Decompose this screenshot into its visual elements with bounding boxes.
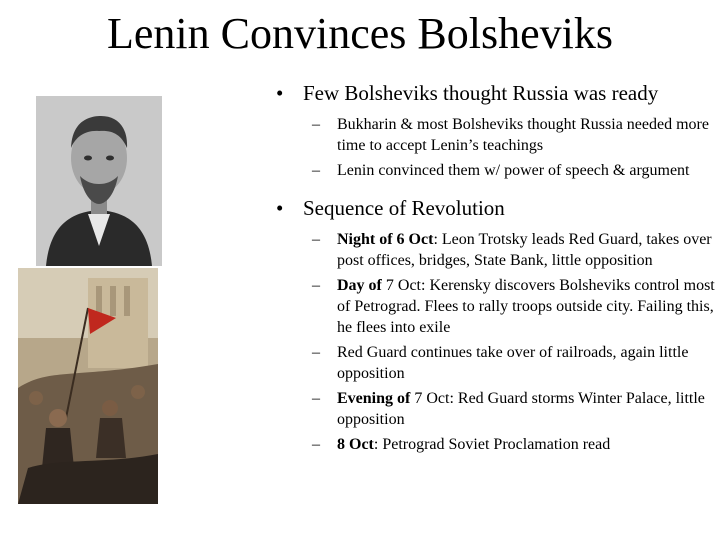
slide-content [276,80,716,459]
bullet-marker: • [276,81,284,105]
sub-bullet-text: : Petrograd Soviet Proclamation read [373,436,611,453]
sub-list-sequence [276,229,716,455]
dash-marker: – [312,390,320,407]
sub-bullet [312,388,716,430]
dash-marker: – [312,344,320,361]
dash-marker: – [312,436,320,453]
sub-bullet-emphasis: Evening of [337,390,415,407]
bullet-sequence [276,195,716,221]
sub-bullet-text: Lenin convinced them w/ power of speech & argument [337,162,690,179]
dash-marker: – [312,277,320,294]
bullet-text: Sequence of Revolution [303,196,505,220]
sub-bullet-text: Red Guard continues take over of railroads, again little opposition [337,344,689,382]
sub-bullet-text: : Kerensky discovers Bolsheviks control most of Petrograd. Flees to rally troops outside city. Failing this, he flees into exile [337,277,715,336]
sub-bullet [312,229,716,271]
sub-bullet-text: Bukharin & most Bolsheviks thought Russia needed more time to accept Lenin’s teachings [337,116,709,154]
portrait-photo [36,96,162,266]
sub-bullet-date: 7 Oct [414,390,450,407]
painting-illustration [18,268,158,504]
dash-marker: – [312,116,320,133]
sub-bullet-text: : Leon Trotsky leads Red Guard, takes over post offices, bridges, State Bank, little opposition [337,231,712,269]
sub-list-readiness [276,114,716,181]
bullet-text: Few Bolsheviks thought Russia was ready [303,81,659,105]
revolution-painting [18,268,158,504]
portrait-illustration [36,96,162,266]
bullet-readiness [276,80,716,106]
sub-bullet [312,114,716,156]
sub-bullet-emphasis: Night of 6 Oct [337,231,434,248]
sub-bullet [312,434,716,455]
sub-bullet [312,342,716,384]
sub-bullet-emphasis: Day of [337,277,386,294]
slide-title: Lenin Convinces Bolsheviks [107,9,613,58]
sub-bullet-emphasis: 8 Oct [337,436,374,453]
bullet-marker: • [276,196,284,220]
dash-marker: – [312,162,320,179]
sub-bullet-date: 7 Oct [385,277,421,294]
sub-bullet [312,160,716,181]
sub-bullet-text: : Red Guard storms Winter Palace, little opposition [337,390,705,428]
dash-marker: – [312,231,320,248]
sub-bullet [312,275,716,338]
